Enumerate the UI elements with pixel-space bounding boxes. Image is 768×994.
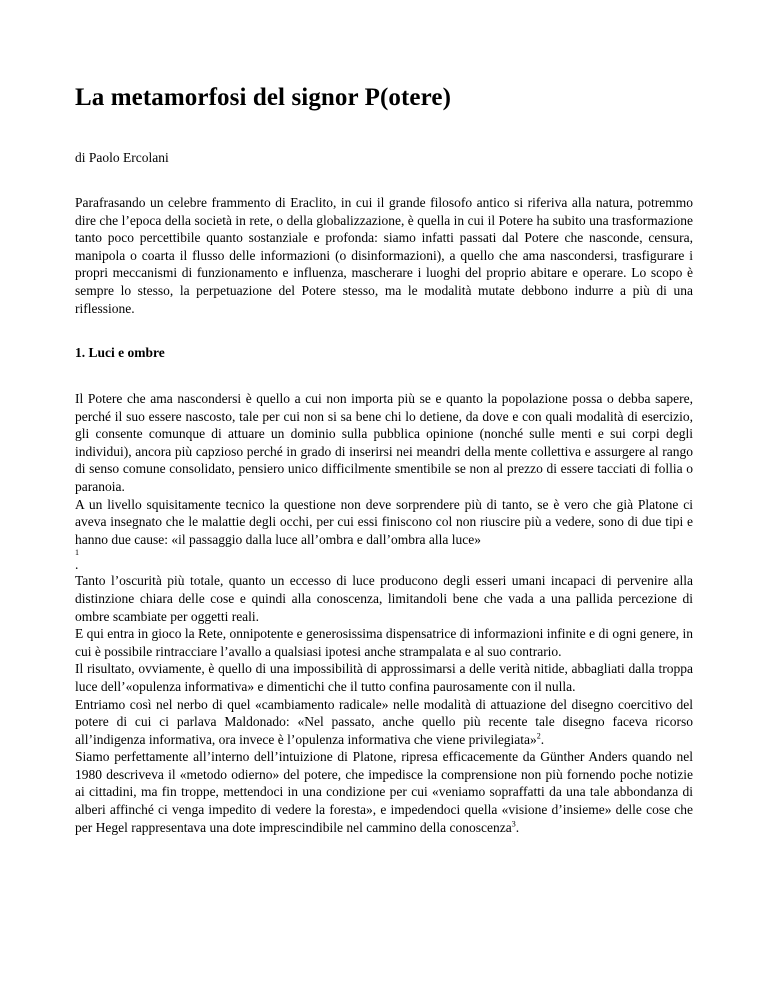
author-line: di Paolo Ercolani bbox=[75, 150, 169, 165]
section-heading: 1. Luci e ombre bbox=[75, 345, 165, 360]
paragraph: Il Potere che ama nascondersi è quello a cui non importa più se e quanto la popolazione possa o debba sapere, perché il suo essere nascosto, tale per cui non si sa bene chi lo detiene, da dove e con quali modalità di esercizio, gli consente comunque di attuare un dominio sulla pubblica opinione (nonché sulle menti e sui corpi degli individui), ancora più capzioso perché in grado di inserirsi nei meandri della mente collettiva e assurgere al rango di senso comune consolidato, pensiero unico difficilmente smentibile se non al prezzo di essere tacciati di follia o paranoia. bbox=[75, 391, 693, 494]
footnote-marker: 1 bbox=[75, 548, 79, 558]
paragraph bbox=[75, 696, 693, 749]
section-body bbox=[75, 390, 693, 836]
paragraph: Il risultato, ovviamente, è quello di una impossibilità di approssimarsi a delle verità nitide, abbagliati dalla troppa luce dell’«opulenza informativa» e dimentichi che il tutto confina paurosamente con il nulla. bbox=[75, 661, 693, 694]
period-line: . bbox=[75, 557, 79, 573]
paragraph-end: . bbox=[515, 819, 520, 835]
paragraph-text: Siamo perfettamente all’interno dell’intuizione di Platone, ripresa efficacemente da Günther Anders quando nel 1980 descriveva il «metodo odierno» del potere, che impedisce la comprensione non più fornendo poche notizie ai cittadini, ma fin troppe, mettendoci in una condizione per cui «veniamo sopraffatti da una tale abbondanza di alberi affinché ci venga impedito di vedere la foresta», e impedendoci quella «visione d’insieme» delle cose che per Hegel rappresentava una dote imprescindibile nel cammino della conoscenza bbox=[75, 749, 693, 835]
intro-paragraph: Parafrasando un celebre frammento di Eraclito, in cui il grande filosofo antico si riferiva alla natura, potremmo dire che l’epoca della società in rete, o della globalizzazione, è quella in cui il Potere ha subito una trasformazione tanto poco percettibile quanto sostanziale e profonda: siamo infatti passati dal Potere che nasconde, censura, manipola o coarta il flusso delle informazioni (o disinformazioni), a quello che ama nascondersi, trasfigurare i propri meccanismi di funzionamento e influenza, mascherare i luoghi del proprio abitare e operare. Lo scopo è sempre lo stesso, la perpetuazione del Potere stesso, ma le modalità mutate debbono indurre a più di una riflessione. bbox=[75, 195, 693, 316]
paragraph bbox=[75, 748, 693, 836]
document-title: La metamorfosi del signor P(otere) bbox=[75, 84, 451, 111]
intro-block bbox=[75, 194, 693, 317]
paragraph-text: Entriamo così nel nerbo di quel «cambiamento radicale» nelle modalità di attuazione del disegno coercitivo del potere di cui ci parlava Maldonado: «Nel passato, anche quello più recente tale disegno faceva ricorso all’indigenza informativa, ora invece è l’opulenza informativa che viene privilegiata» bbox=[75, 696, 693, 747]
paragraph: A un livello squisitamente tecnico la questione non deve sorprendere più di tanto, se è vero che già Platone ci aveva insegnato che le malattie degli occhi, per cui essi finiscono col non riuscire più a vedere, sono di due tipi e hanno due cause: «il passaggio dalla luce all’ombra e dall’ombra alla luce» bbox=[75, 496, 693, 547]
paragraph-end: . bbox=[540, 731, 545, 747]
paragraph: E qui entra in gioco la Rete, onnipotente e generosissima dispensatrice di informazioni infinite e di ogni genere, in cui è possibile rintracciare l’avallo a qualsiasi ipotesi anche strampalata e al suo contrario. bbox=[75, 626, 693, 659]
paragraph: Tanto l’oscurità più totale, quanto un eccesso di luce producono degli esseri umani incapaci di pervenire alla distinzione chiara delle cose e quindi alla conoscenza, limitandoli bene che vada a una pallida percezione di ombre scambiate per oggetti reali. bbox=[75, 573, 693, 624]
footnote-marker: 2 bbox=[536, 731, 541, 741]
footnote-marker: 3 bbox=[511, 819, 516, 829]
